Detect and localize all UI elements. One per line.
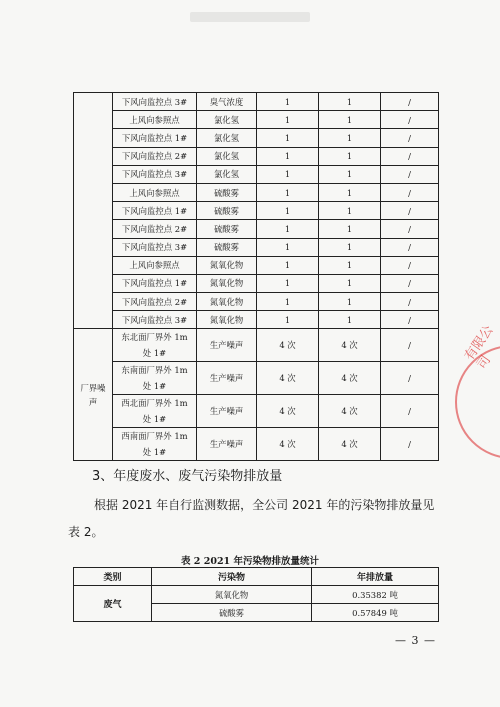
section-heading: 3、年度废水、废气污染物排放量: [92, 469, 283, 484]
point-line: 东北面厂界外 1m: [121, 332, 188, 343]
remark-cell: /: [381, 428, 439, 461]
freq-b-cell: 1: [319, 202, 381, 220]
point-cell: 下风向监控点 2#: [113, 220, 197, 238]
table2-caption: 表 2 2021 年污染物排放量统计: [181, 556, 319, 567]
freq-b-cell: 1: [319, 111, 381, 129]
freq-a-cell: 1: [257, 129, 319, 147]
freq-a-cell: 1: [257, 111, 319, 129]
freq-a-cell: 1: [257, 256, 319, 274]
freq-a-cell: 1: [257, 147, 319, 165]
point-cell: [113, 395, 197, 428]
point-cell: [113, 428, 197, 461]
freq-b-cell: 1: [319, 256, 381, 274]
table-row: [74, 202, 439, 220]
table-row: [74, 311, 439, 329]
point-cell: 上风向参照点: [113, 111, 197, 129]
freq-b-cell: 1: [319, 165, 381, 183]
table-row: [74, 111, 439, 129]
table-row: [74, 93, 439, 111]
point-cell: 下风向监控点 3#: [113, 93, 197, 111]
item-cell: 氯化氢: [197, 129, 257, 147]
point-cell: [113, 329, 197, 362]
remark-cell: /: [381, 311, 439, 329]
item-cell: 氮氧化物: [197, 311, 257, 329]
freq-a-cell: 1: [257, 165, 319, 183]
table-row: [74, 586, 439, 604]
freq-a-cell: 1: [257, 93, 319, 111]
table-row: [74, 256, 439, 274]
freq-b-cell: 1: [319, 129, 381, 147]
freq-b-cell: 1: [319, 311, 381, 329]
freq-a-cell: 4 次: [257, 395, 319, 428]
remark-cell: /: [381, 165, 439, 183]
freq-a-cell: 4 次: [257, 428, 319, 461]
table-row: [74, 329, 439, 362]
header-amount: 年排放量: [312, 568, 439, 586]
category-label: 厂界噪: [80, 382, 106, 393]
point-cell: 下风向监控点 3#: [113, 165, 197, 183]
item-cell: 氯化氢: [197, 165, 257, 183]
freq-b-cell: 1: [319, 220, 381, 238]
table-row: [74, 395, 439, 428]
point-cell: 下风向监控点 2#: [113, 147, 197, 165]
header-category: 类别: [74, 568, 152, 586]
item-cell: 硫酸雾: [197, 238, 257, 256]
point-cell: 上风向参照点: [113, 183, 197, 201]
table-row: [74, 165, 439, 183]
seal-text: 有限公司: [462, 323, 497, 373]
freq-b-cell: 4 次: [319, 428, 381, 461]
item-cell: 硫酸雾: [197, 183, 257, 201]
freq-b-cell: 4 次: [319, 395, 381, 428]
item-cell: 硫酸雾: [197, 220, 257, 238]
table-row: [74, 183, 439, 201]
remark-cell: /: [381, 238, 439, 256]
item-cell: 氮氧化物: [197, 256, 257, 274]
item-cell: 臭气浓度: [197, 93, 257, 111]
item-cell: 生产噪声: [197, 362, 257, 395]
remark-cell: /: [381, 111, 439, 129]
remark-cell: /: [381, 220, 439, 238]
freq-b-cell: 4 次: [319, 329, 381, 362]
item-cell: 氮氧化物: [197, 274, 257, 292]
table-row: [74, 274, 439, 292]
point-line: 处 1#: [142, 414, 167, 425]
remark-cell: /: [381, 293, 439, 311]
remark-cell: /: [381, 202, 439, 220]
category-label: 声: [88, 396, 98, 407]
remark-cell: /: [381, 329, 439, 362]
point-cell: 上风向参照点: [113, 256, 197, 274]
point-line: 西南面厂界外 1m: [121, 431, 188, 442]
freq-b-cell: 1: [319, 183, 381, 201]
table-row: [74, 129, 439, 147]
table-row: [74, 293, 439, 311]
freq-a-cell: 1: [257, 238, 319, 256]
table-row: [74, 362, 439, 395]
point-cell: [113, 362, 197, 395]
freq-a-cell: 1: [257, 293, 319, 311]
item-cell: 氯化氢: [197, 111, 257, 129]
remark-cell: /: [381, 183, 439, 201]
remark-cell: /: [381, 395, 439, 428]
freq-a-cell: 1: [257, 311, 319, 329]
point-cell: 下风向监控点 1#: [113, 129, 197, 147]
item-cell: 氯化氢: [197, 147, 257, 165]
remark-cell: /: [381, 147, 439, 165]
amount-cell: 0.57849 吨: [312, 604, 439, 622]
freq-a-cell: 4 次: [257, 362, 319, 395]
header-smudge: [190, 12, 310, 22]
item-cell: 硫酸雾: [197, 202, 257, 220]
remark-cell: /: [381, 362, 439, 395]
point-cell: 下风向监控点 1#: [113, 202, 197, 220]
remark-cell: /: [381, 274, 439, 292]
body-paragraph: 根据 2021 年自行监测数据，全公司 2021 年的污染物排放量见表 2。: [68, 498, 435, 539]
point-line: 西北面厂界外 1m: [121, 398, 188, 409]
freq-b-cell: 1: [319, 93, 381, 111]
point-line: 东南面厂界外 1m: [121, 365, 188, 376]
table-header-row: [74, 568, 439, 586]
remark-cell: /: [381, 129, 439, 147]
item-cell: 生产噪声: [197, 395, 257, 428]
freq-b-cell: 1: [319, 274, 381, 292]
freq-a-cell: 4 次: [257, 329, 319, 362]
freq-a-cell: 1: [257, 220, 319, 238]
freq-b-cell: 1: [319, 293, 381, 311]
freq-b-cell: 1: [319, 238, 381, 256]
category-cell: 废气: [74, 586, 152, 622]
table-row: [74, 220, 439, 238]
page-number: — 3 —: [395, 634, 436, 647]
monitoring-table: [73, 92, 439, 461]
pollutant-cell: 氮氧化物: [152, 586, 312, 604]
pollutant-cell: 硫酸雾: [152, 604, 312, 622]
table-row: [74, 238, 439, 256]
point-cell: 下风向监控点 2#: [113, 293, 197, 311]
point-line: 处 1#: [142, 381, 167, 392]
remark-cell: /: [381, 93, 439, 111]
header-pollutant: 污染物: [152, 568, 312, 586]
table-row: [74, 428, 439, 461]
gas-category-cell: [74, 93, 113, 329]
freq-b-cell: 1: [319, 147, 381, 165]
freq-b-cell: 4 次: [319, 362, 381, 395]
item-cell: 氮氧化物: [197, 293, 257, 311]
noise-category-cell: [74, 329, 113, 461]
table-row: [74, 147, 439, 165]
emission-table: [73, 567, 439, 622]
amount-cell: 0.35382 吨: [312, 586, 439, 604]
point-cell: 下风向监控点 3#: [113, 311, 197, 329]
point-cell: 下风向监控点 3#: [113, 238, 197, 256]
point-line: 处 1#: [142, 348, 167, 359]
freq-a-cell: 1: [257, 183, 319, 201]
point-line: 处 1#: [142, 447, 167, 458]
item-cell: 生产噪声: [197, 329, 257, 362]
remark-cell: /: [381, 256, 439, 274]
point-cell: 下风向监控点 1#: [113, 274, 197, 292]
freq-a-cell: 1: [257, 274, 319, 292]
item-cell: 生产噪声: [197, 428, 257, 461]
freq-a-cell: 1: [257, 202, 319, 220]
